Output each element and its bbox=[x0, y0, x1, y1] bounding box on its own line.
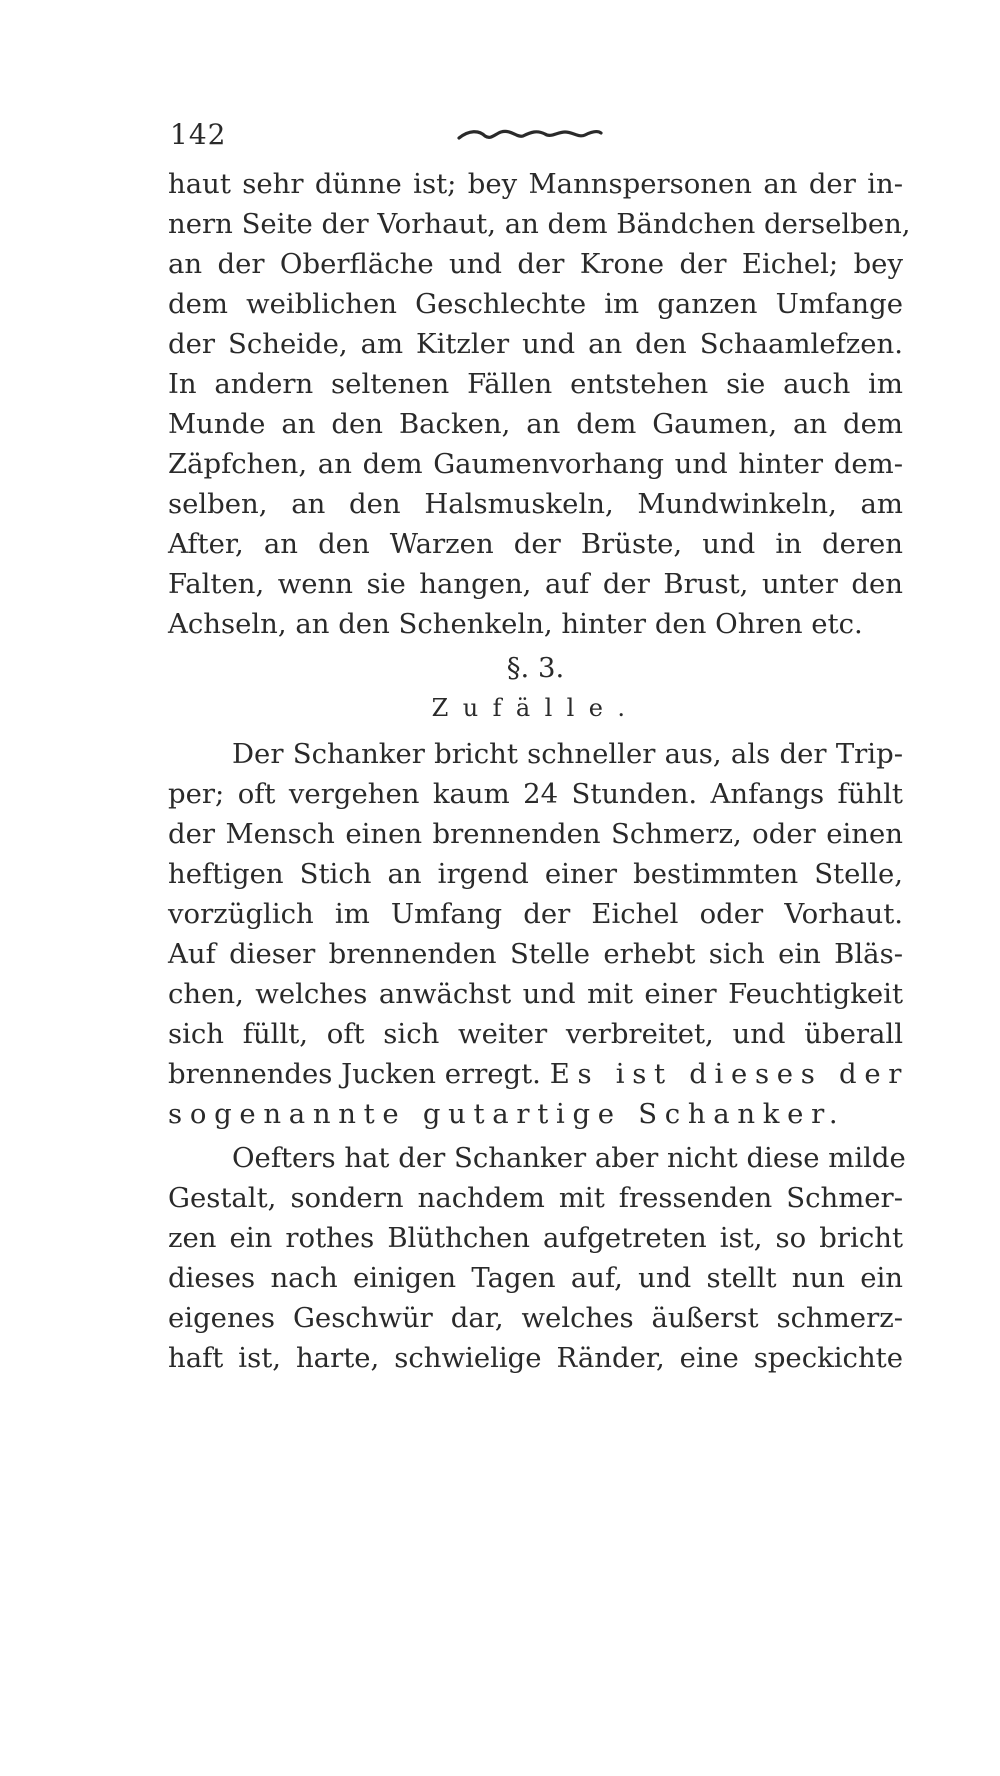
text-line: After, an den Warzen der Brüste, und in deren bbox=[168, 528, 903, 560]
text-line: haft ist, harte, schwielige Ränder, eine speckichte bbox=[168, 1342, 903, 1374]
text-line: dieses nach einigen Tagen auf, und stellt nun ein bbox=[168, 1262, 903, 1294]
text-line: vorzüglich im Umfang der Eichel oder Vorhaut. bbox=[168, 898, 903, 930]
text-line: heftigen Stich an irgend einer bestimmten Stelle, bbox=[168, 858, 903, 890]
text-line bbox=[168, 1054, 910, 1094]
text-line: der Mensch einen brennenden Schmerz, oder einen bbox=[168, 818, 903, 850]
text-line: selben, an den Halsmuskeln, Mundwinkeln, am bbox=[168, 488, 903, 520]
text-line: chen, welches anwächst und mit einer Feuchtigkeit bbox=[168, 978, 903, 1010]
text-line: Falten, wenn sie hangen, auf der Brust, unter den bbox=[168, 568, 903, 600]
text-line: In andern seltenen Fällen entstehen sie auch im bbox=[168, 368, 903, 400]
text-line: eigenes Geschwür dar, welches äußerst schmerz- bbox=[168, 1302, 903, 1334]
text-line: Munde an den Backen, an dem Gaumen, an dem bbox=[168, 408, 903, 440]
section-title: Zufälle. bbox=[431, 694, 640, 722]
text-line: Oefters hat der Schanker aber nicht diese milde bbox=[232, 1142, 906, 1174]
text-line: Zäpfchen, an dem Gaumenvorhang und hinter dem- bbox=[168, 448, 903, 480]
text-line: haut sehr dünne ist; bey Mannspersonen an der in- bbox=[168, 168, 903, 200]
text-line: der Scheide, am Kitzler und an den Schaamlefzen. bbox=[168, 328, 903, 360]
text-line: zen ein rothes Blüthchen aufgetreten ist, so bricht bbox=[168, 1222, 903, 1254]
text-line: Auf dieser brennenden Stelle erhebt sich ein Bläs- bbox=[168, 938, 903, 970]
text-line: an der Oberfläche und der Krone der Eichel; bey bbox=[168, 248, 903, 280]
text-line: Der Schanker bricht schneller aus, als der Trip- bbox=[232, 738, 903, 770]
text-line: Achseln, an den Schenkeln, hinter den Ohren etc. bbox=[168, 608, 863, 640]
text-line: Gestalt, sondern nachdem mit fressenden Schmer- bbox=[168, 1182, 903, 1214]
emphasized-text-line: sogenannte gutartige Schanker. bbox=[168, 1098, 846, 1130]
text-line: nern Seite der Vorhaut, an dem Bändchen derselben, bbox=[168, 208, 911, 240]
page-number: 142 bbox=[170, 118, 227, 151]
emphasized-text: Es ist dieses der bbox=[549, 1058, 910, 1090]
text-line: per; oft vergehen kaum 24 Stunden. Anfangs fühlt bbox=[168, 778, 903, 810]
header-ornament-icon bbox=[455, 124, 605, 146]
text-line: sich füllt, oft sich weiter verbreitet, und überall bbox=[168, 1018, 903, 1050]
section-number: §. 3. bbox=[506, 652, 565, 684]
text-span: brennendes Jucken erregt. bbox=[168, 1058, 541, 1090]
text-line: dem weiblichen Geschlechte im ganzen Umfange bbox=[168, 288, 903, 320]
